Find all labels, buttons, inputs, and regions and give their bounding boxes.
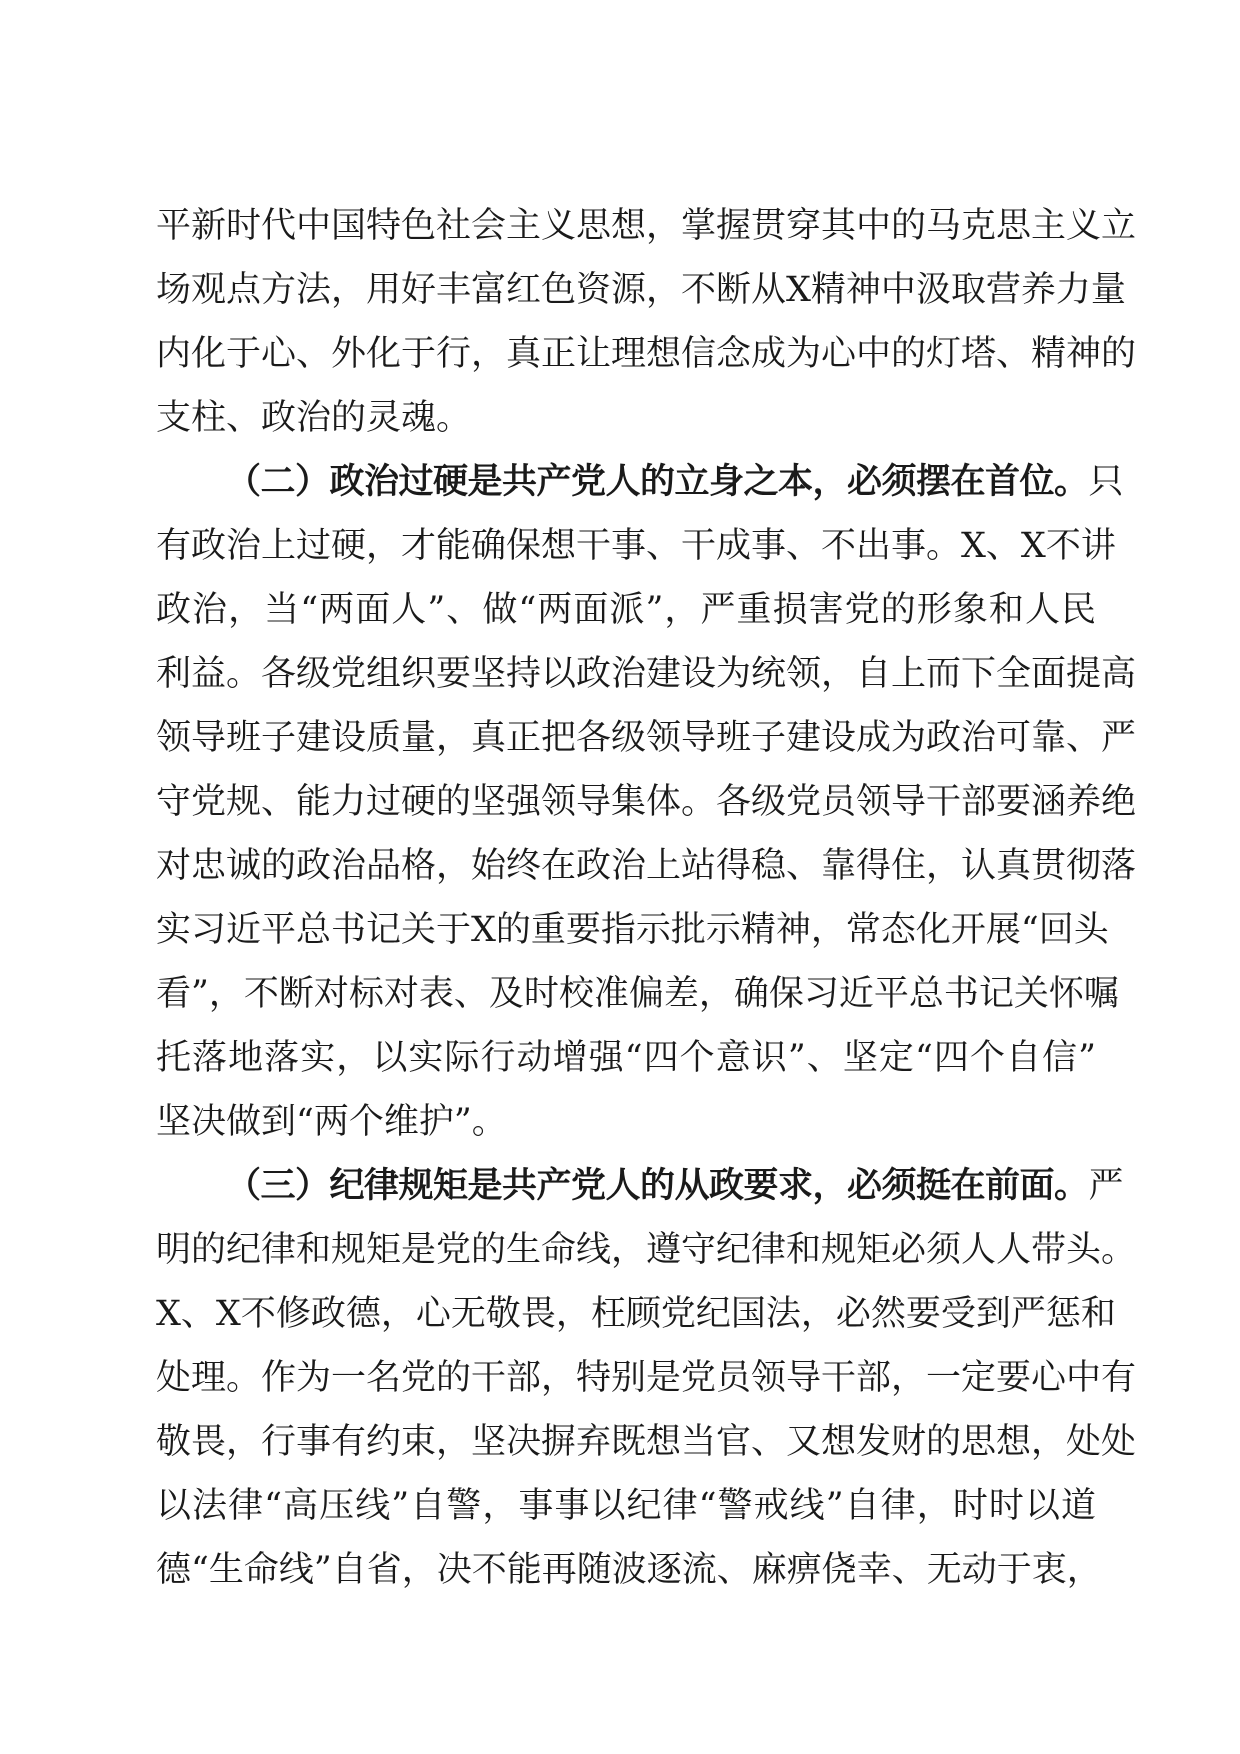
text-line: 德“生命线”自省，决不能再随波逐流、麻痹侥幸、无动于衷， [156, 1550, 1102, 1590]
text-line: 政治，当“两面人”、做“两面派”，严重损害党的形象和人民 [156, 590, 1096, 630]
paragraph-first-line [156, 450, 1124, 514]
text-run: 严 [1088, 1166, 1124, 1206]
text-line: 利益。各级党组织要坚持以政治建设为统领，自上而下全面提高 [156, 654, 1137, 694]
document-body [156, 194, 1137, 1602]
text-line: 坚决做到“两个维护”。 [156, 1102, 507, 1142]
text-line: 明的纪律和规矩是党的生命线，遵守纪律和规矩必须人人带头。 [156, 1230, 1137, 1270]
text-line: 实习近平总书记关于X的重要指示批示精神，常态化开展“回头 [156, 910, 1109, 950]
text-line: 对忠诚的政治品格，始终在政治上站得稳、靠得住，认真贯彻落 [156, 846, 1137, 886]
text-line: 托落地落实，以实际行动增强“四个意识”、坚定“四个自信” [156, 1038, 1096, 1078]
text-line: 守党规、能力过硬的坚强领导集体。各级党员领导干部要涵养绝 [156, 782, 1137, 822]
text-line: 场观点方法，用好丰富红色资源，不断从X精神中汲取营养力量 [156, 270, 1126, 310]
text-line: 支柱、政治的灵魂。 [156, 398, 472, 438]
text-line: 内化于心、外化于行，真正让理想信念成为心中的灯塔、精神的 [156, 334, 1137, 374]
text-line: 以法律“高压线”自警，事事以纪律“警戒线”自律，时时以道 [156, 1486, 1096, 1526]
paragraph-first-line [156, 1154, 1124, 1218]
text-line: 平新时代中国特色社会主义思想，掌握贯穿其中的马克思主义立 [156, 206, 1137, 246]
section-heading-2: （二）政治过硬是共产党人的立身之本，必须摆在首位。 [226, 462, 1089, 502]
text-line: X、X不修政德，心无敬畏，枉顾党纪国法，必然要受到严惩和 [156, 1294, 1116, 1334]
text-line: 处理。作为一名党的干部，特别是党员领导干部，一定要心中有 [156, 1358, 1137, 1398]
section-heading-3: （三）纪律规矩是共产党人的从政要求，必须挺在前面。 [226, 1166, 1089, 1206]
text-line: 看”，不断对标对表、及时校准偏差，确保习近平总书记关怀嘱 [156, 974, 1119, 1014]
text-line: 领导班子建设质量，真正把各级领导班子建设成为政治可靠、严 [156, 718, 1137, 758]
text-line: 敬畏，行事有约束，坚决摒弃既想当官、又想发财的思想，处处 [156, 1422, 1137, 1462]
text-line: 有政治上过硬，才能确保想干事、干成事、不出事。X、X不讲 [156, 526, 1116, 566]
text-run: 只 [1088, 462, 1124, 502]
